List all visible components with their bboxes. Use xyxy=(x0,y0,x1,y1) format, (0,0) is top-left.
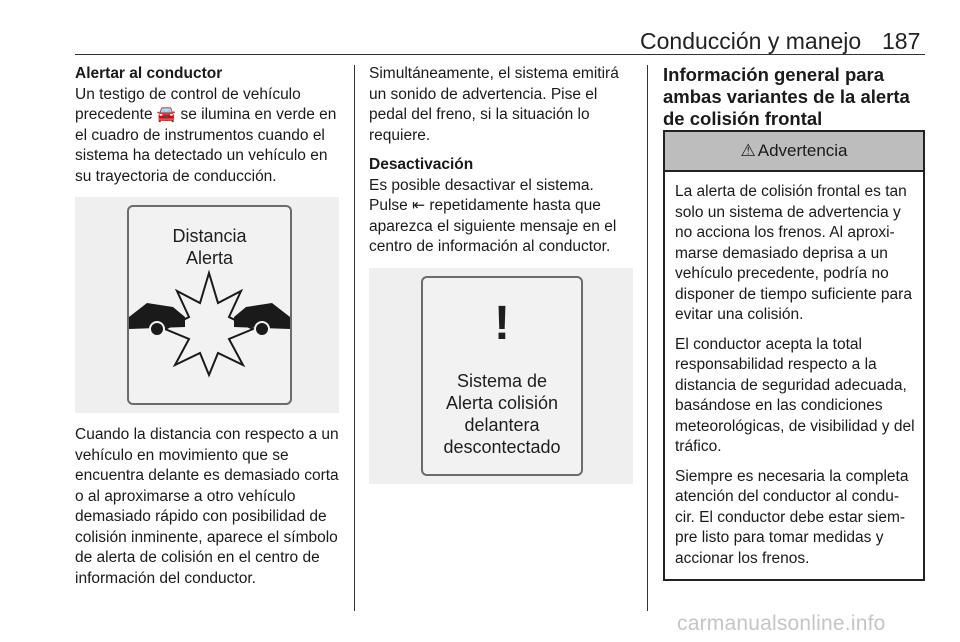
page-header-title: Conducción y manejo xyxy=(640,28,862,54)
warning-title: Advertencia xyxy=(757,140,848,160)
header-rule xyxy=(75,54,925,55)
paragraph-deactivation: Es posible desactivar el sistema. Pulse ⇤ repetidamente hasta que aparezca el siguiente mensaje en el centro de información al conductor. xyxy=(369,176,617,255)
display-frame-2 xyxy=(421,276,583,476)
column-3 xyxy=(663,64,925,581)
warning-header xyxy=(665,132,923,172)
display-line-2: Alerta xyxy=(185,248,234,268)
section-heading-general-info: Información general para ambas variantes de la alerta de colisión frontal xyxy=(663,64,910,129)
paragraph-control-light: Un testigo de control de vehículo precedente 🚘 se ilumina en verde en el cuadro de instrumentos cuando el sistema ha detectado un vehículo en su trayectoria de conducción. xyxy=(75,85,337,185)
display-message-line-4: descontectado xyxy=(443,436,561,457)
figure-system-disconnected xyxy=(369,268,633,484)
section-heading-deactivation: Desactivación xyxy=(369,156,474,173)
column-divider-2 xyxy=(647,65,648,611)
figure-distance-alert xyxy=(75,197,339,413)
display-line-1: Distancia xyxy=(172,226,247,246)
warning-box xyxy=(663,130,925,581)
warning-paragraph-3: Siempre es necesaria la completa atención del conductor al condu-cir. El conductor debe estar siem-pre listo para tomar medidas y accionar los frenos. xyxy=(675,467,909,567)
display-message-line-1: Sistema de xyxy=(456,370,548,391)
watermark: carmanualsonline.info xyxy=(677,612,886,635)
warning-triangle-icon: ⚠ xyxy=(740,140,756,160)
display-message-line-3: delantera xyxy=(464,414,540,435)
display-frame xyxy=(127,205,292,405)
exclamation-icon: ! xyxy=(494,296,510,350)
column-2 xyxy=(369,64,633,484)
warning-body xyxy=(665,172,923,579)
warning-paragraph-2: El conductor acepta la total responsabilidad respecto a la distancia de seguridad adecuada, basándose en las condiciones meteorológicas, de visibilidad y del tráfico. xyxy=(675,335,915,455)
column-divider-1 xyxy=(354,65,355,611)
warning-paragraph-1: La alerta de colisión frontal es tan solo un sistema de advertencia y no acciona los frenos. Al aproxi-marse demasiado deprisa a un vehículo precedente, podría no disponer de tiempo suficiente para evitar una colisión. xyxy=(675,183,912,323)
collision-symbol-icon xyxy=(129,207,290,403)
display-message-line-2: Alerta colisión xyxy=(445,392,559,413)
column-1 xyxy=(75,64,343,589)
section-heading-alert-driver: Alertar al conductor xyxy=(75,65,223,82)
paragraph-warning-sound: Simultáneamente, el sistema emitirá un sonido de advertencia. Pise el pedal del freno, si la situación lo requiere. xyxy=(369,65,619,144)
paragraph-collision-warning: Cuando la distancia con respecto a un vehículo en movimiento que se encuentra delante es demasiado corta o al aproximarse a otro vehículo demasiado rápido con posibilidad de colisión inminente, aparece el símbolo de alerta de colisión en el centro de información del conductor. xyxy=(75,426,339,587)
page-number: 187 xyxy=(882,28,921,54)
